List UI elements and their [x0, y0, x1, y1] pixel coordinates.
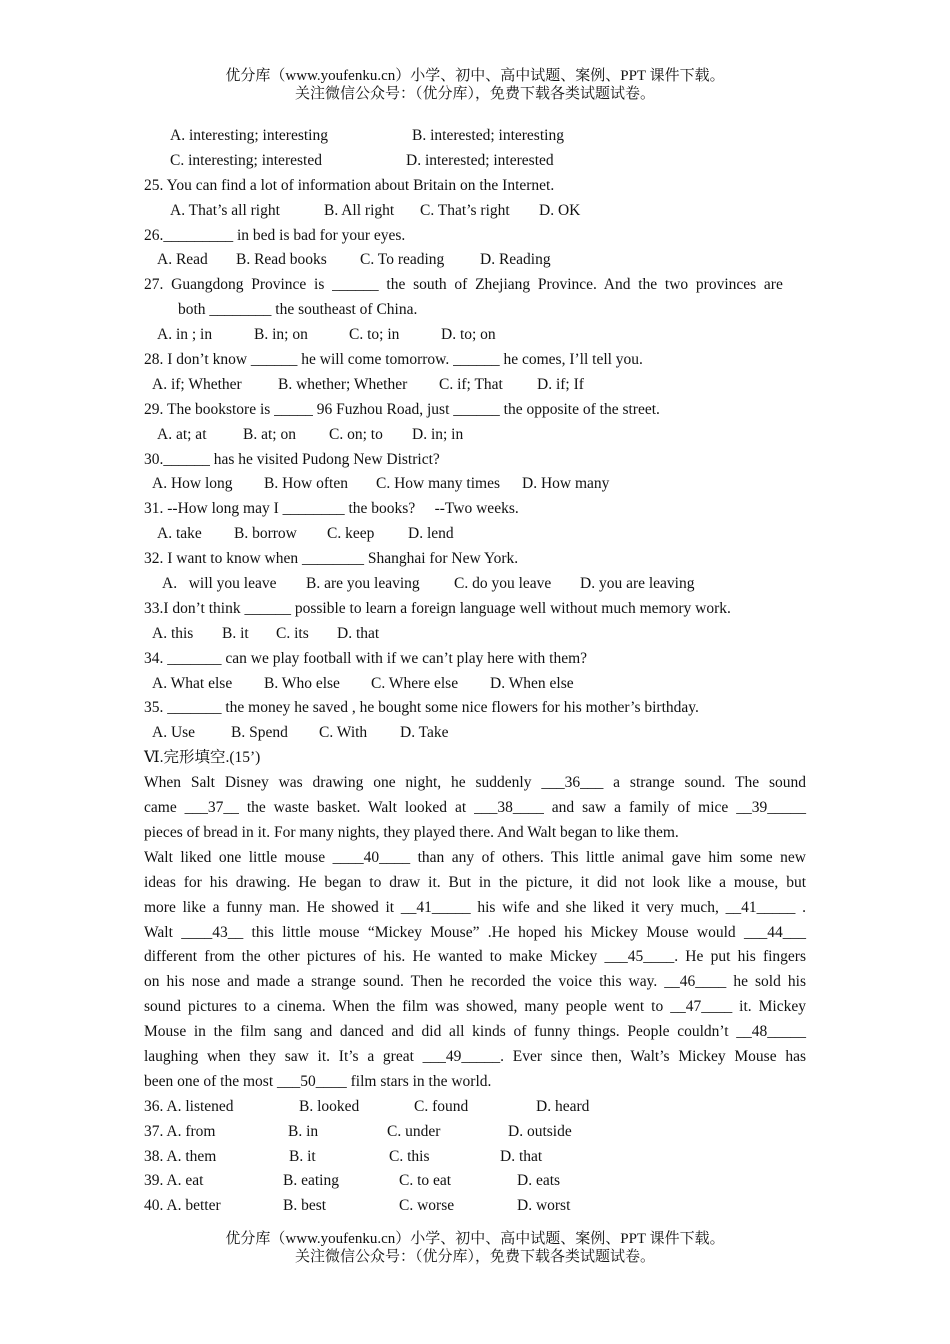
q24-options-row1 — [144, 124, 806, 149]
q31-option-a: A. take — [157, 525, 202, 543]
page-footer — [0, 1230, 950, 1266]
header-line-2: 关注微信公众号：（优分库），免费下载各类试题试卷。 — [294, 86, 655, 102]
q30-stem: 30.______ has he visited Pudong New District? — [144, 450, 440, 468]
q39-options — [144, 1169, 806, 1194]
passage-line: Walt liked one little mouse ____40____ than any of others. This little animal gave him some new — [144, 848, 806, 866]
q24-option-b: B. interested; interesting — [412, 127, 564, 144]
q34-option-b: B. Who else — [264, 674, 340, 692]
q31-stem: 31. --How long may I ________ the books? --Two weeks. — [144, 500, 519, 518]
q38-option-a: 38. A. them — [144, 1147, 217, 1165]
q29-option-c: C. on; to — [329, 425, 383, 443]
passage-line: been one of the most ___50____ film stars in the world. — [144, 1072, 492, 1090]
q25-option-c: C. That’s right — [420, 201, 510, 219]
passage-line: ideas for his drawing. He began to draw it. But in the picture, it did not look like a mouse, but — [144, 873, 806, 891]
q35-options — [144, 721, 806, 746]
q32-options — [144, 572, 806, 597]
q38-option-b: B. it — [289, 1147, 316, 1165]
q33-option-d: D. that — [337, 624, 380, 642]
q40-options — [144, 1194, 806, 1219]
q31-option-b: B. borrow — [234, 525, 297, 543]
q30-option-d: D. How many — [522, 475, 610, 493]
q33-option-b: B. it — [222, 624, 249, 642]
q37-option-d: D. outside — [508, 1122, 572, 1140]
q35-option-d: D. Take — [400, 724, 449, 742]
q28-options — [144, 373, 806, 398]
q24-option-d: D. interested; interested — [406, 151, 554, 169]
q31-options — [144, 522, 806, 547]
q32-stem: 32. I want to know when ________ Shanghai for New York. — [144, 550, 519, 568]
passage-line: sound pictures to a cinema. When the film was showed, many people went to __47____ it. Mickey — [144, 998, 806, 1016]
q32-option-b: B. are you leaving — [306, 575, 420, 593]
cloze-passage — [144, 771, 806, 1095]
q36-option-a: 36. A. listened — [144, 1097, 234, 1115]
q27-option-a: A. in ; in — [157, 326, 213, 344]
footer-line-1: 优分库（www.youfenku.cn）小学、初中、高中试题、案例、PPT 课件下载。 — [225, 1231, 725, 1247]
q26-stem: 26._________ in bed is bad for your eyes. — [144, 226, 406, 244]
q37-option-a: 37. A. from — [144, 1122, 216, 1140]
q36-option-d: D. heard — [536, 1097, 590, 1115]
q24-option-c: C. interesting; interested — [170, 151, 322, 169]
q28-stem: 28. I don’t know ______ he will come tomorrow. ______ he comes, I’ll tell you. — [144, 351, 643, 369]
q30-option-c: C. How many times — [376, 475, 500, 493]
q38-option-c: C. this — [389, 1147, 430, 1165]
q37-option-b: B. in — [288, 1122, 319, 1140]
passage-line: came ___37__ the waste basket. Walt looked at ___38____ and saw a family of mice __39_____ — [144, 799, 806, 817]
q27-stem-line1: 27. Guangdong Province is ______ the south of Zhejiang Province. And the two provinces are — [144, 276, 783, 294]
q31-option-c: C. keep — [327, 525, 375, 543]
q31-option-d: D. lend — [408, 525, 454, 543]
q26-option-a: A. Read — [157, 251, 208, 269]
passage-line: Mouse in the film sang and danced and did all kinds of funny things. People couldn’t __48_____ — [144, 1023, 806, 1041]
passage-line: more like a funny man. He showed it __41_____ his wife and she liked it very much, __41_____ . — [144, 898, 806, 916]
q36-option-b: B. looked — [299, 1097, 360, 1115]
q34-option-d: D. When else — [490, 674, 574, 692]
section-6-title: Ⅵ.完形填空.(15’) — [144, 749, 261, 767]
q39-option-c: C. to eat — [399, 1172, 452, 1190]
q29-option-d: D. in; in — [412, 425, 464, 443]
q29-option-a: A. at; at — [157, 425, 207, 443]
q34-option-c: C. Where else — [371, 674, 459, 692]
q32-option-a: A. will you leave — [162, 575, 277, 593]
q29-options — [144, 423, 806, 448]
q39-option-b: B. eating — [283, 1172, 339, 1190]
q27-option-b: B. in; on — [254, 326, 308, 344]
q40-option-b: B. best — [283, 1197, 327, 1215]
q33-stem: 33.I don’t think ______ possible to learn a foreign language well without much memory work. — [144, 599, 731, 617]
q34-option-a: A. What else — [152, 674, 233, 692]
q32-option-d: D. you are leaving — [580, 575, 695, 593]
q25-option-a: A. That’s all right — [170, 201, 280, 219]
q28-option-b: B. whether; Whether — [278, 375, 408, 393]
passage-line: different from the other pictures of his. He wanted to make Mickey ___45____. He put his fingers — [144, 948, 806, 966]
q35-option-c: C. With — [319, 724, 368, 742]
q40-option-c: C. worse — [399, 1197, 455, 1215]
q39-option-a: 39. A. eat — [144, 1172, 204, 1190]
passage-line: laughing when they saw it. It’s a great ___49_____. Ever since then, Walt’s Mickey Mouse has — [144, 1047, 806, 1065]
q35-stem: 35. _______ the money he saved , he bought some nice flowers for his mother’s birthday. — [144, 699, 699, 717]
q35-option-b: B. Spend — [231, 724, 288, 742]
q34-stem: 34. _______ can we play football with if we can’t play here with them? — [144, 649, 588, 667]
q25-option-d: D. OK — [539, 201, 581, 219]
q38-option-d: D. that — [500, 1147, 543, 1165]
q38-options — [144, 1145, 806, 1170]
q36-option-c: C. found — [414, 1097, 469, 1115]
q30-option-b: B. How often — [264, 475, 348, 493]
exam-content — [144, 124, 806, 1219]
q24-options-row2 — [144, 149, 806, 174]
q26-option-b: B. Read books — [236, 251, 327, 269]
passage-line: When Salt Disney was drawing one night, he suddenly ___36___ a strange sound. The sound — [144, 774, 806, 792]
q39-option-d: D. eats — [517, 1172, 561, 1190]
q33-option-a: A. this — [152, 624, 194, 642]
q26-option-d: D. Reading — [480, 251, 551, 269]
q24-option-a: A. interesting; interesting — [170, 127, 328, 144]
q29-stem: 29. The bookstore is _____ 96 Fuzhou Road, just ______ the opposite of the street. — [144, 400, 660, 418]
passage-line: on his nose and made a strange sound. Then he recorded the voice this way. __46____ he sold his — [144, 973, 806, 991]
q30-option-a: A. How long — [152, 475, 233, 493]
q32-option-c: C. do you leave — [454, 575, 552, 593]
q25-options — [144, 199, 806, 224]
q27-option-d: D. to; on — [441, 326, 496, 344]
q27-option-c: C. to; in — [349, 326, 400, 344]
q26-options — [144, 248, 806, 273]
q37-options — [144, 1120, 806, 1145]
page-header — [0, 67, 950, 103]
q33-option-c: C. its — [276, 624, 309, 642]
q35-option-a: A. Use — [152, 724, 196, 742]
q34-options — [144, 672, 806, 697]
q36-options — [144, 1095, 806, 1120]
footer-line-2: 关注微信公众号：（优分库），免费下载各类试题试卷。 — [294, 1249, 655, 1265]
q28-option-d: D. if; If — [537, 375, 584, 393]
q28-option-a: A. if; Whether — [152, 375, 242, 393]
passage-line: pieces of bread in it. For many nights, they played there. And Walt began to like them. — [144, 823, 679, 841]
q25-stem: 25. You can find a lot of information about Britain on the Internet. — [144, 176, 555, 194]
header-line-1: 优分库（www.youfenku.cn）小学、初中、高中试题、案例、PPT 课件下载。 — [225, 68, 725, 84]
passage-line: Walt ____43__ this little mouse “Mickey Mouse” .He hoped his Mickey Mouse would ___44___ — [144, 923, 806, 941]
q37-option-c: C. under — [387, 1122, 441, 1140]
q26-option-c: C. To reading — [360, 251, 445, 269]
q33-options — [144, 622, 806, 647]
q28-option-c: C. if; That — [439, 375, 503, 393]
q25-option-b: B. All right — [324, 201, 395, 219]
q29-option-b: B. at; on — [243, 425, 296, 443]
q40-option-d: D. worst — [517, 1197, 571, 1215]
q40-option-a: 40. A. better — [144, 1197, 221, 1215]
q27-options — [144, 323, 806, 348]
q27-stem-line2: both ________ the southeast of China. — [178, 301, 418, 319]
q30-options — [144, 472, 806, 497]
